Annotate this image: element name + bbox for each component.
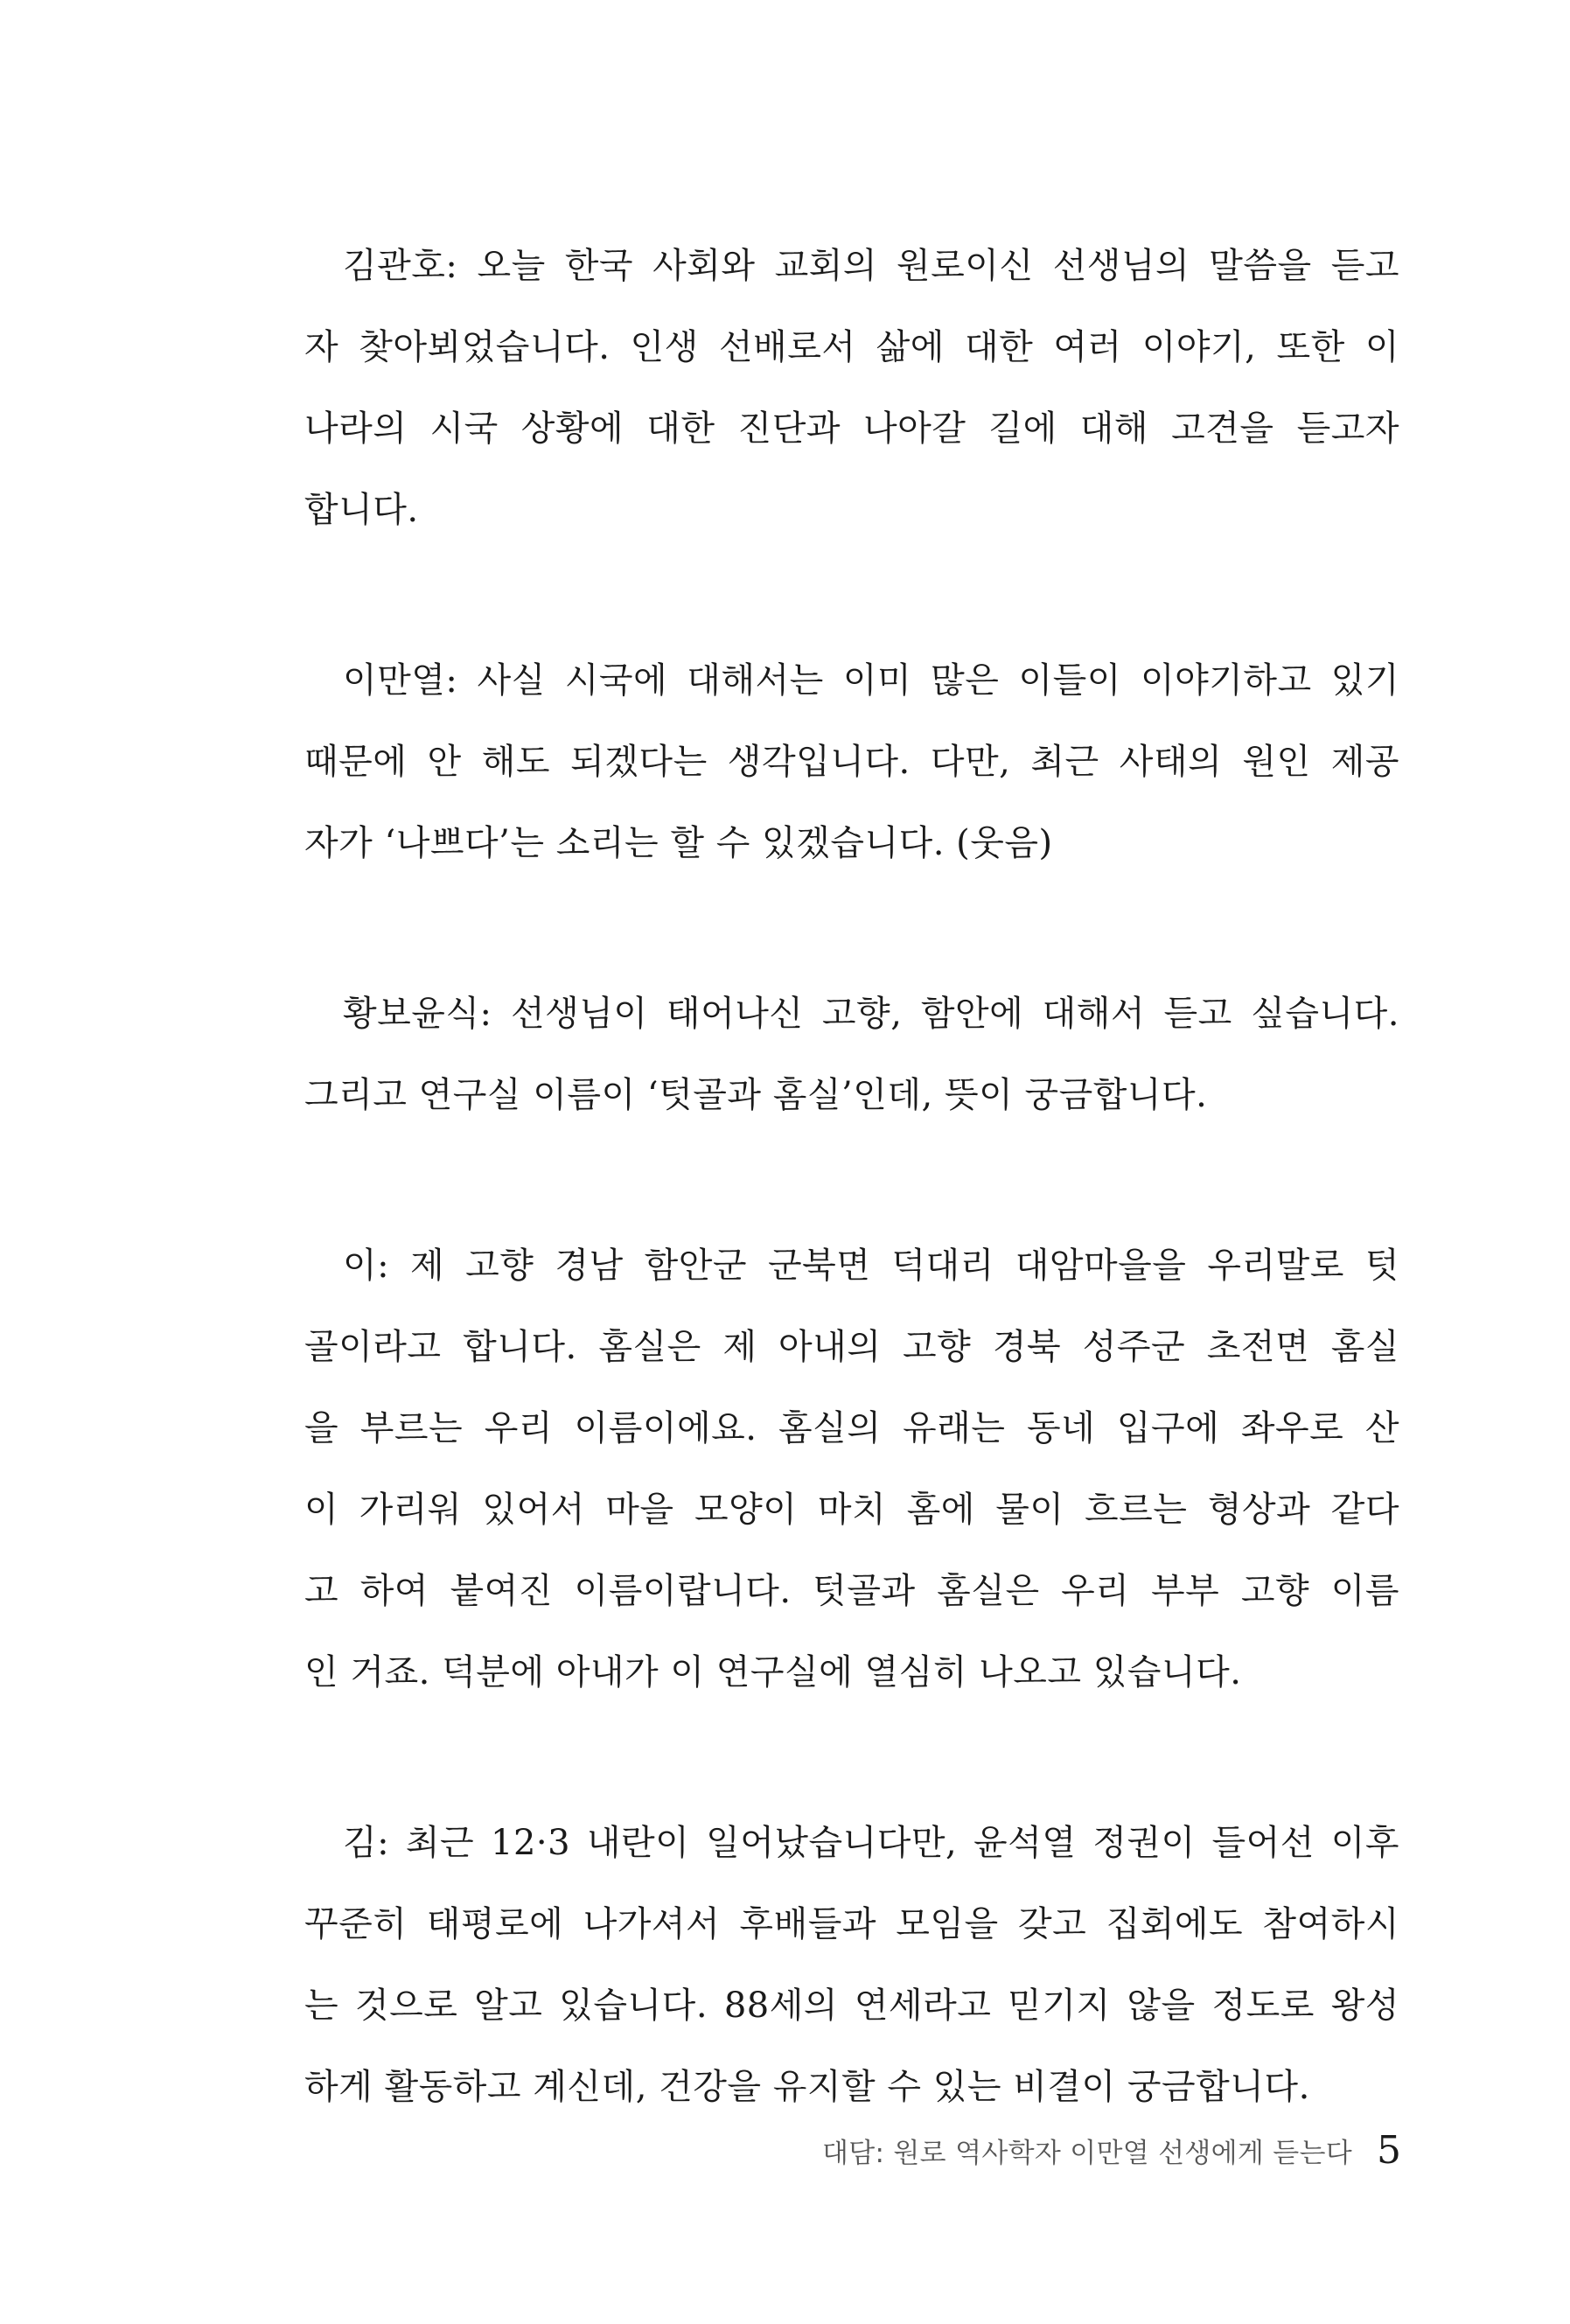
text-line: 합니다.: [304, 490, 419, 530]
running-title: 대담: 원로 역사학자 이만열 선생에게 듣는다: [822, 2137, 1352, 2169]
text-line: 고 하여 붙여진 이름이랍니다. 텃골과 홈실은 우리 부부 고향 이름: [304, 1571, 1399, 1611]
text-line: 김관호: 오늘 한국 사회와 교회의 원로이신 선생님의 말씀을 듣고: [343, 246, 1399, 286]
text-line: 꾸준히 태평로에 나가셔서 후배들과 모임을 갖고 집회에도 참여하시: [304, 1904, 1399, 1944]
page-footer: [822, 2124, 1401, 2176]
text-line: 이 가리워 있어서 마을 모양이 마치 홈에 물이 흐르는 형상과 같다: [304, 1490, 1399, 1530]
text-line: 자 찾아뵈었습니다. 인생 선배로서 삶에 대한 여러 이야기, 또한 이: [304, 327, 1399, 367]
text-line: 나라의 시국 상황에 대한 진단과 나아갈 길에 대해 고견을 듣고자: [304, 408, 1399, 449]
text-line: 는 것으로 알고 있습니다. 88세의 연세라고 믿기지 않을 정도로 왕성: [304, 1986, 1399, 2026]
text-line: 하게 활동하고 계신데, 건강을 유지할 수 있는 비결이 궁금합니다.: [304, 2067, 1310, 2107]
text-line: 이: 제 고향 경남 함안군 군북면 덕대리 대암마을을 우리말로 텃: [343, 1246, 1399, 1286]
paragraph-lee-reply: [304, 640, 1399, 884]
paragraph-hwangbo-question: [304, 974, 1399, 1136]
text-line: 때문에 안 해도 되겠다는 생각입니다. 다만, 최근 사태의 원인 제공: [304, 742, 1399, 782]
body-text: [304, 226, 1399, 2217]
text-line: 자가 ‘나쁘다’는 소리는 할 수 있겠습니다. (웃음): [304, 823, 1053, 863]
text-line: 그리고 연구실 이름이 ‘텃골과 홈실’인데, 뜻이 궁금합니다.: [304, 1075, 1208, 1115]
text-line: 황보윤식: 선생님이 태어나신 고향, 함안에 대해서 듣고 싶습니다.: [343, 994, 1399, 1034]
paragraph-kim-intro: [304, 226, 1399, 551]
text-line: 인 거죠. 덕분에 아내가 이 연구실에 열심히 나오고 있습니다.: [304, 1652, 1242, 1692]
page-number: 5: [1377, 2127, 1401, 2173]
paragraph-kim-health: [304, 1803, 1399, 2128]
text-line: 이만열: 사실 시국에 대해서는 이미 많은 이들이 이야기하고 있기: [343, 660, 1399, 701]
paragraph-lee-hometown: [304, 1225, 1399, 1713]
text-line: 김: 최근 12·3 내란이 일어났습니다만, 윤석열 정권이 들어선 이후: [343, 1823, 1399, 1863]
text-line: 골이라고 합니다. 홈실은 제 아내의 고향 경북 성주군 초전면 홈실: [304, 1327, 1399, 1367]
text-line: 을 부르는 우리 이름이에요. 홈실의 유래는 동네 입구에 좌우로 산: [304, 1408, 1399, 1448]
